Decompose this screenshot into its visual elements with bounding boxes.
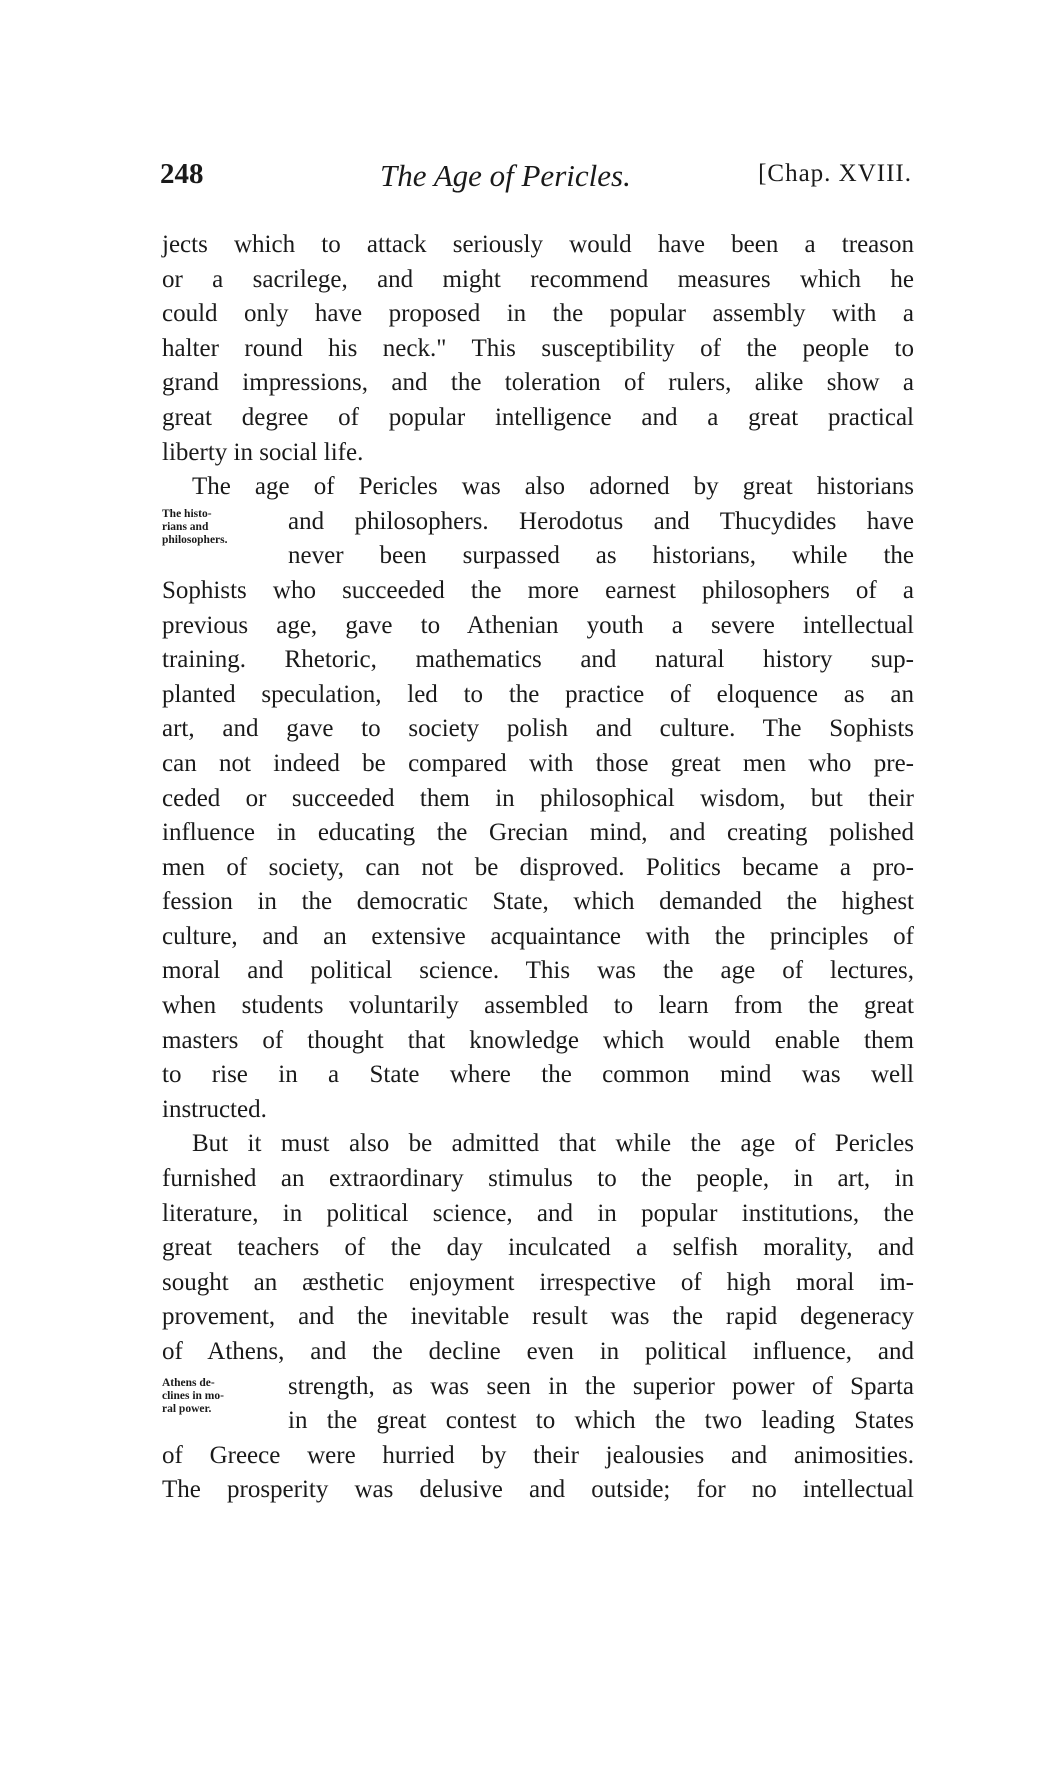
text-line: and philosophers. Herodotus and Thucydides have: [288, 507, 914, 535]
text-line: art, and gave to society polish and culture. The Sophists: [162, 715, 914, 743]
text-line: instructed.: [162, 1095, 267, 1123]
text-line: of Athens, and the decline even in political influence, and: [162, 1338, 914, 1365]
text-line: great teachers of the day inculcated a selfish morality, and: [162, 1234, 914, 1262]
text-line: masters of thought that knowledge which would enable them: [162, 1026, 914, 1054]
text-line: culture, and an extensive acquaintance with the principles of: [162, 922, 914, 950]
text-line: strength, as was seen in the superior power of Sparta: [288, 1372, 914, 1400]
margin-note-athens-declines: Athens de- clines in mo- ral power.: [162, 1377, 224, 1415]
text-line: provement, and the inevitable result was the rapid degeneracy: [162, 1303, 914, 1331]
page-number: 248: [160, 158, 204, 190]
text-line: of Greece were hurried by their jealousies and animosities.: [162, 1441, 914, 1469]
text-line: But it must also be admitted that while the age of Pericles: [192, 1130, 914, 1158]
text-line: moral and political science. This was the age of lectures,: [162, 957, 914, 985]
text-line: sought an æsthetic enjoyment irrespective of high moral im-: [162, 1268, 914, 1296]
text-line: ceded or succeeded them in philosophical wisdom, but their: [162, 784, 914, 812]
text-line: The prosperity was delusive and outside; for no intellectual: [162, 1476, 914, 1504]
running-head: [160, 158, 912, 194]
text-line: jects which to attack seriously would have been a treason: [162, 231, 914, 258]
margin-note-historians: The histo- rians and philosophers.: [162, 508, 228, 546]
text-line: furnished an extraordinary stimulus to the people, in art, in: [162, 1165, 914, 1193]
text-line: grand impressions, and the toleration of rulers, alike show a: [162, 369, 914, 397]
text-line: liberty in social life.: [162, 438, 364, 466]
text-line: previous age, gave to Athenian youth a severe intellectual: [162, 611, 914, 639]
text-line: influence in educating the Grecian mind, and creating polished: [162, 819, 914, 847]
text-line: training. Rhetoric, mathematics and natural history sup-: [162, 646, 914, 674]
text-line: never been surpassed as historians, while the: [288, 542, 914, 570]
text-line: in the great contest to which the two leading States: [288, 1407, 914, 1435]
text-line: men of society, can not be disproved. Politics became a pro-: [162, 853, 914, 881]
text-line: Sophists who succeeded the more earnest philosophers of a: [162, 576, 914, 604]
body-text: [162, 228, 914, 1508]
text-line: literature, in political science, and in popular institutions, the: [162, 1199, 914, 1227]
text-line: or a sacrilege, and might recommend measures which he: [162, 265, 914, 293]
running-title: The Age of Pericles.: [380, 158, 631, 193]
text-line: great degree of popular intelligence and a great practical: [162, 403, 914, 431]
text-line: planted speculation, led to the practice of eloquence as an: [162, 680, 914, 708]
text-line: could only have proposed in the popular assembly with a: [162, 300, 914, 328]
text-line: when students voluntarily assembled to learn from the great: [162, 992, 914, 1020]
text-line: fession in the democratic State, which demanded the highest: [162, 888, 914, 916]
text-line: to rise in a State where the common mind was well: [162, 1061, 914, 1089]
chapter-reference: [Chap. XVIII.: [758, 160, 912, 187]
text-line: halter round his neck." This susceptibility of the people to: [162, 334, 914, 362]
text-line: can not indeed be compared with those great men who pre-: [162, 749, 914, 777]
text-line: The age of Pericles was also adorned by great historians: [192, 473, 914, 501]
